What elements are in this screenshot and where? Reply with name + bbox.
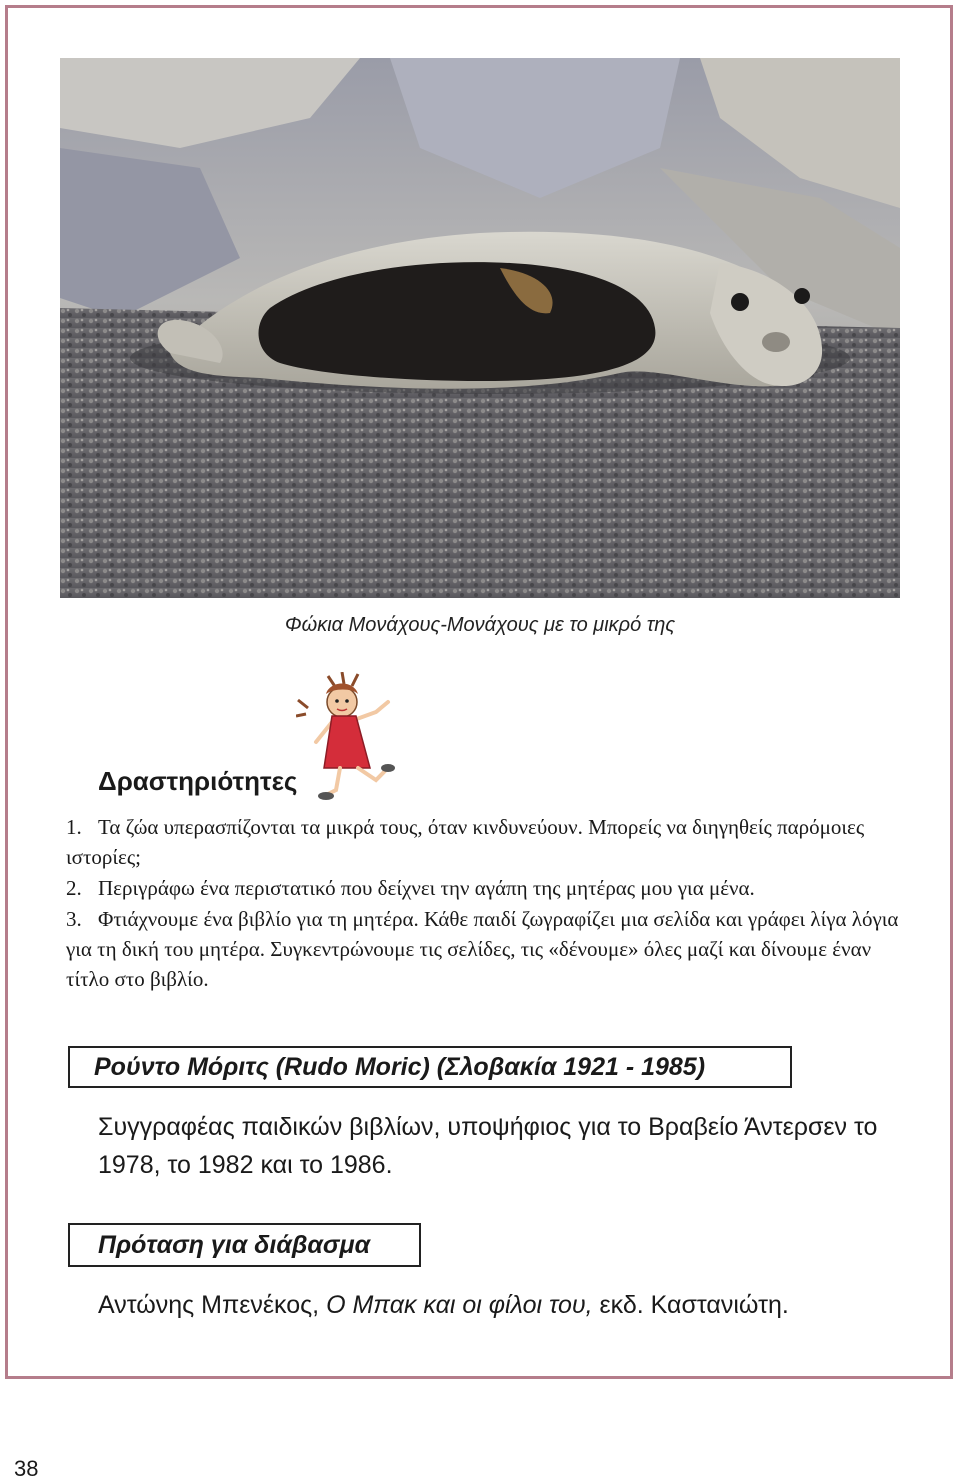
reading-suggestion-heading: Πρόταση για διάβασμα [68,1223,421,1267]
list-item-number: 1. [66,815,82,839]
list-item-text: Φτιάχνουμε ένα βιβλίο για τη μητέρα. Κάθε παιδί ζωγραφίζει μια σελίδα και γράφει λίγα λόγια για τη δική του μητέρα. Συγκεντρώνουμε τις σελίδες, τις «δένουμε» όλες μαζί και δίνουμε έναν τίτλο στο βιβλίο. [66,907,899,991]
list-item-text: Τα ζώα υπερασπίζονται τα μικρά τους, όταν κινδυνεύουν. Μπορείς να διηγηθείς παρόμοιες ιστορίες; [66,815,865,869]
seal-photo [60,58,900,598]
list-item-number: 3. [66,907,82,931]
girl-illustration-icon [296,672,400,804]
activities-heading: Δραστηριότητες [98,766,298,796]
book-publisher: εκδ. Καστανιώτη. [592,1291,789,1319]
list-item [66,873,906,903]
photo-caption: Φώκια Μονάχους-Μονάχους με το μικρό της [284,614,676,636]
list-item-text: Περιγράφω ένα περιστατικό που δείχνει την αγάπη της μητέρας μου για μένα. [98,876,755,900]
list-item [66,904,906,994]
book-author: Αντώνης Μπενέκος, [98,1291,327,1319]
seal-illustration [60,58,900,598]
list-item [66,812,906,872]
page-number: 38 [14,1456,39,1481]
reading-suggestion [98,1287,789,1323]
book-title: Ο Μπακ και οι φίλοι του, [326,1291,593,1319]
list-item-number: 2. [66,876,82,900]
author-heading-box: Ρούντο Μόριτς (Rudo Moric) (Σλοβακία 1921 - 1985) [68,1046,792,1088]
author-bio: Συγγραφέας παιδικών βιβλίων, υποψήφιος για το Βραβείο Άντερσεν το 1978, το 1982 και το 1986. [98,1113,878,1179]
activities-list [66,812,906,995]
